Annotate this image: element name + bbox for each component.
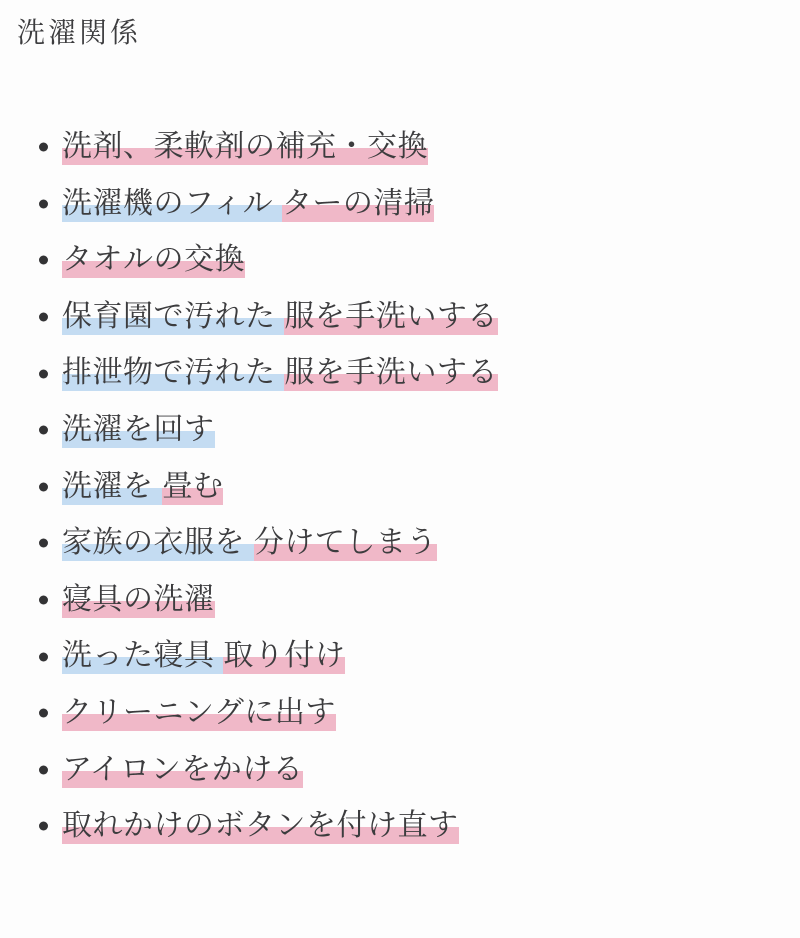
bullet-icon bbox=[39, 652, 48, 661]
task-text-segment-pink: 服を手洗いする bbox=[284, 299, 498, 333]
task-text-segment-pink: 寝具の洗濯 bbox=[62, 582, 215, 616]
task-text-segment-pink: 服を手洗いする bbox=[284, 356, 498, 390]
list-item bbox=[0, 176, 800, 233]
task-list bbox=[0, 119, 800, 855]
list-item bbox=[0, 628, 800, 685]
task-text-segment-pink: ターの清掃 bbox=[281, 186, 435, 220]
bullet-icon bbox=[39, 539, 48, 548]
bullet-icon bbox=[39, 482, 48, 491]
list-item bbox=[0, 515, 800, 572]
page-title: 洗濯関係 bbox=[17, 17, 142, 48]
bullet-icon bbox=[39, 822, 48, 831]
task-text-segment-blue: 洗った寝具 bbox=[62, 639, 224, 673]
task-text-segment-pink: 取り付け bbox=[223, 639, 346, 673]
bullet-icon bbox=[39, 143, 48, 152]
bullet-icon bbox=[39, 596, 48, 605]
task-text-segment-blue: 保育園で汚れた bbox=[62, 299, 285, 333]
task-text-segment-pink: 分けてしまう bbox=[253, 526, 437, 560]
bullet-icon bbox=[39, 709, 48, 718]
bullet-icon bbox=[39, 313, 48, 322]
task-text-segment-blue: 洗濯機のフィル bbox=[62, 186, 282, 220]
list-item bbox=[0, 798, 800, 855]
bullet-icon bbox=[39, 369, 48, 378]
task-text-segment-pink: 取れかけのボタンを付け直す bbox=[62, 809, 459, 843]
task-text-segment-pink: アイロンをかける bbox=[62, 752, 304, 786]
bullet-icon bbox=[39, 199, 48, 208]
list-item bbox=[0, 289, 800, 346]
page bbox=[0, 16, 800, 938]
list-item bbox=[0, 345, 800, 402]
list-item bbox=[0, 232, 800, 289]
list-item bbox=[0, 402, 800, 459]
list-item bbox=[0, 459, 800, 516]
task-text-segment-blue: 排泄物で汚れた bbox=[62, 356, 285, 390]
bullet-icon bbox=[39, 256, 48, 265]
list-item bbox=[0, 119, 800, 176]
task-text-segment-blue: 洗濯を回す bbox=[62, 412, 215, 446]
bullet-icon bbox=[39, 765, 48, 774]
task-text-segment-pink: タオルの交換 bbox=[62, 243, 245, 277]
list-item bbox=[0, 685, 800, 742]
task-text-segment-blue: 洗濯を bbox=[62, 469, 163, 503]
task-text-segment-blue: 家族の衣服を bbox=[62, 526, 254, 560]
task-text-segment-pink: 畳む bbox=[162, 469, 224, 503]
task-text-segment-pink: クリーニングに出す bbox=[62, 695, 336, 729]
bullet-icon bbox=[39, 426, 48, 435]
list-item bbox=[0, 572, 800, 629]
list-item bbox=[0, 742, 800, 799]
task-text-segment-pink: 洗剤、柔軟剤の補充・交換 bbox=[62, 130, 428, 163]
